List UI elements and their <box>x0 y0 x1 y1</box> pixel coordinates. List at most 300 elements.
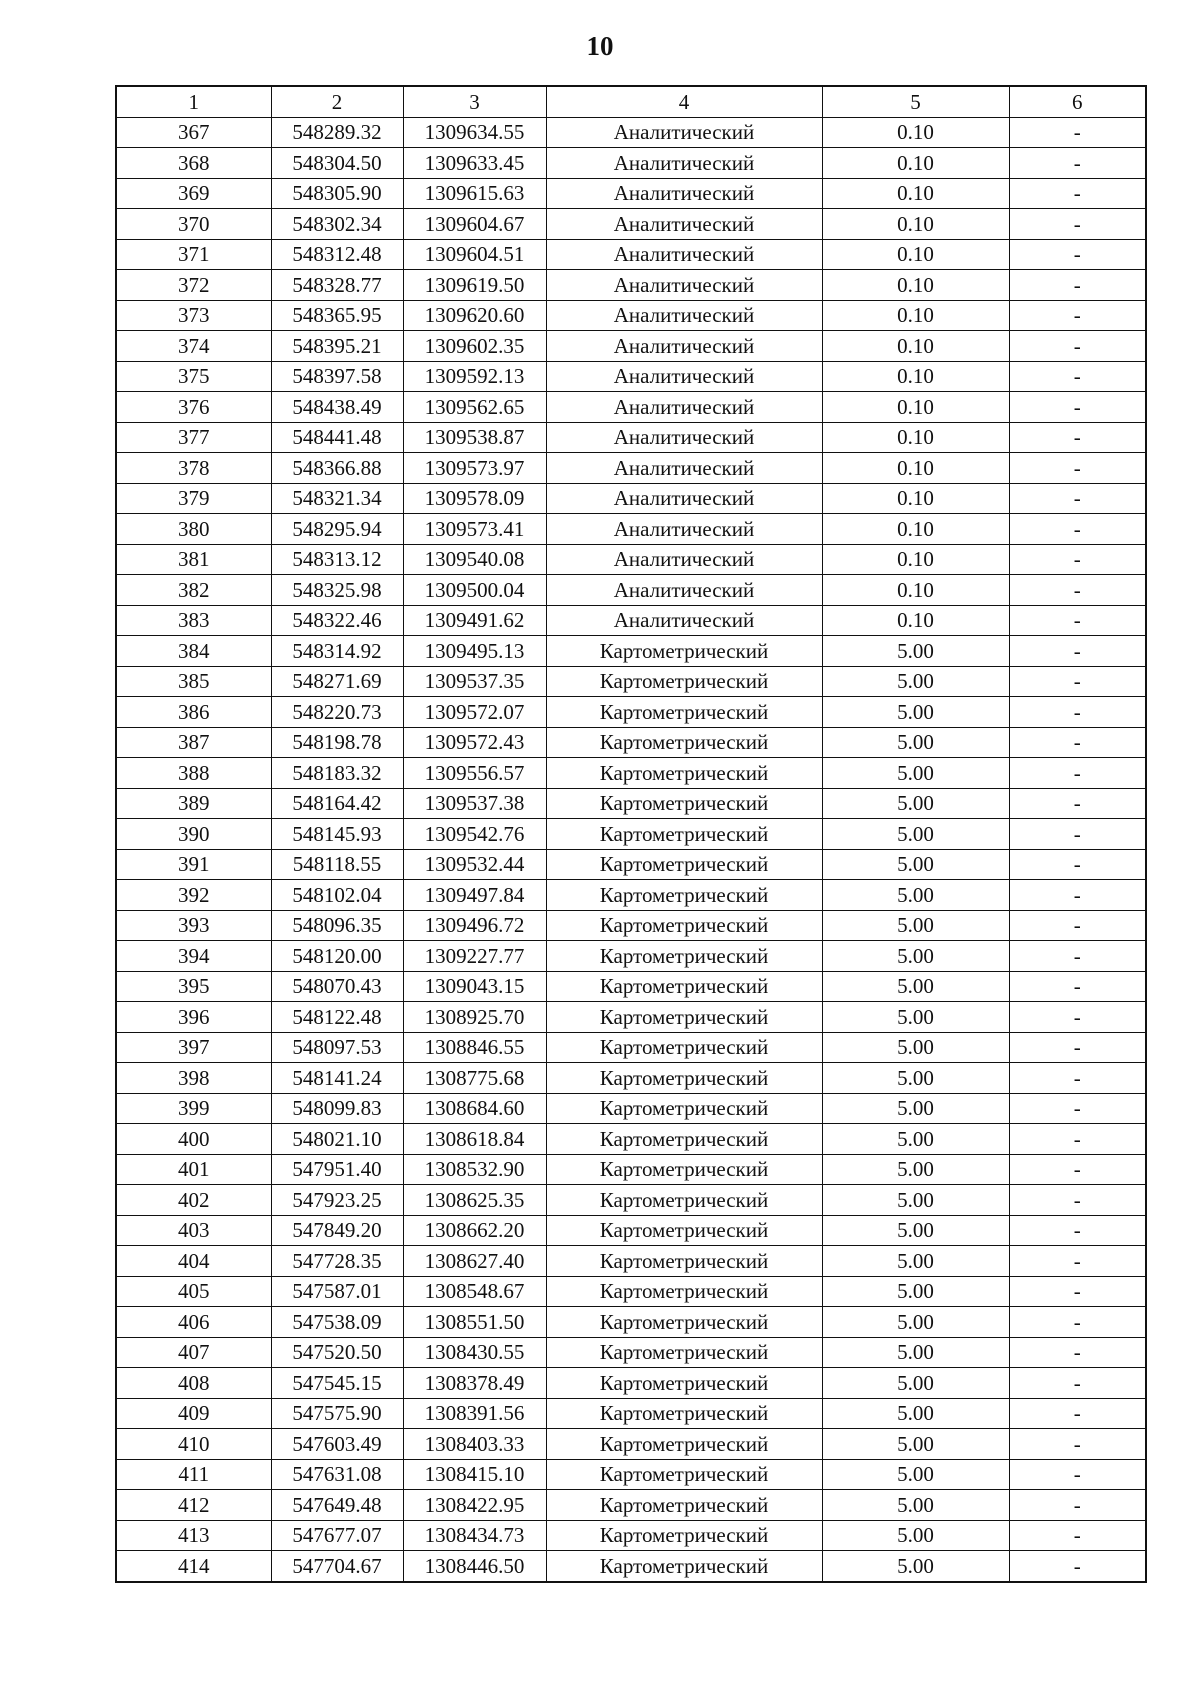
table-cell: 5.00 <box>822 1307 1009 1338</box>
table-cell: Картометрический <box>546 1093 822 1124</box>
table-cell: 548183.32 <box>271 758 403 789</box>
table-cell: 547631.08 <box>271 1459 403 1490</box>
table-cell: Картометрический <box>546 910 822 941</box>
table-cell: 5.00 <box>822 1032 1009 1063</box>
table-cell: Аналитический <box>546 422 822 453</box>
table-row <box>116 1032 1146 1063</box>
table-cell: Картометрический <box>546 1520 822 1551</box>
table-cell: 408 <box>116 1368 271 1399</box>
table-cell: 548070.43 <box>271 971 403 1002</box>
table-cell: 547538.09 <box>271 1307 403 1338</box>
table-cell: Картометрический <box>546 1337 822 1368</box>
table-cell: 1309227.77 <box>403 941 546 972</box>
table-row <box>116 971 1146 1002</box>
table-row <box>116 697 1146 728</box>
table-cell: - <box>1009 1276 1146 1307</box>
table-cell: Картометрический <box>546 1215 822 1246</box>
table-body <box>116 86 1146 1582</box>
table-cell: - <box>1009 758 1146 789</box>
table-cell: 410 <box>116 1429 271 1460</box>
table-cell: Картометрический <box>546 1307 822 1338</box>
table-cell: 5.00 <box>822 1429 1009 1460</box>
table-cell: Аналитический <box>546 361 822 392</box>
table-cell: Аналитический <box>546 544 822 575</box>
header-cell: 3 <box>403 86 546 117</box>
table-cell: 1309500.04 <box>403 575 546 606</box>
table-cell: 548120.00 <box>271 941 403 972</box>
table-cell: 1308662.20 <box>403 1215 546 1246</box>
table-cell: 5.00 <box>822 1276 1009 1307</box>
table-cell: 548325.98 <box>271 575 403 606</box>
table-cell: 548313.12 <box>271 544 403 575</box>
table-cell: 377 <box>116 422 271 453</box>
table-cell: 406 <box>116 1307 271 1338</box>
table-cell: Картометрический <box>546 1398 822 1429</box>
table-cell: Аналитический <box>546 392 822 423</box>
table-cell: 1308403.33 <box>403 1429 546 1460</box>
table-row <box>116 605 1146 636</box>
table-cell: 1309538.87 <box>403 422 546 453</box>
table-cell: Аналитический <box>546 453 822 484</box>
table-cell: 374 <box>116 331 271 362</box>
table-cell: Картометрический <box>546 1490 822 1521</box>
table-row <box>116 1490 1146 1521</box>
table-row <box>116 788 1146 819</box>
table-cell: 5.00 <box>822 1124 1009 1155</box>
table-cell: 5.00 <box>822 1002 1009 1033</box>
table-row <box>116 514 1146 545</box>
table-cell: 1309602.35 <box>403 331 546 362</box>
table-cell: 1308775.68 <box>403 1063 546 1094</box>
table-cell: 393 <box>116 910 271 941</box>
table-cell: Картометрический <box>546 971 822 1002</box>
table-row <box>116 270 1146 301</box>
coordinates-table <box>115 85 1147 1583</box>
table-cell: - <box>1009 270 1146 301</box>
table-row <box>116 1307 1146 1338</box>
table-cell: 1308684.60 <box>403 1093 546 1124</box>
table-cell: 0.10 <box>822 392 1009 423</box>
table-cell: 548295.94 <box>271 514 403 545</box>
table-cell: - <box>1009 605 1146 636</box>
table-row <box>116 544 1146 575</box>
table-cell: 1309491.62 <box>403 605 546 636</box>
table-cell: Аналитический <box>546 117 822 148</box>
table-cell: - <box>1009 331 1146 362</box>
table-cell: 0.10 <box>822 575 1009 606</box>
table-cell: - <box>1009 819 1146 850</box>
table-cell: Картометрический <box>546 880 822 911</box>
table-cell: Аналитический <box>546 331 822 362</box>
table-cell: 1308415.10 <box>403 1459 546 1490</box>
table-cell: - <box>1009 727 1146 758</box>
table-cell: 1309619.50 <box>403 270 546 301</box>
table-cell: 1309604.67 <box>403 209 546 240</box>
table-cell: 384 <box>116 636 271 667</box>
table-row <box>116 727 1146 758</box>
table-cell: 414 <box>116 1551 271 1582</box>
table-row <box>116 1276 1146 1307</box>
table-header-row <box>116 86 1146 117</box>
table-cell: - <box>1009 1490 1146 1521</box>
table-cell: 547575.90 <box>271 1398 403 1429</box>
table-cell: 548397.58 <box>271 361 403 392</box>
table-cell: 5.00 <box>822 1215 1009 1246</box>
table-cell: - <box>1009 697 1146 728</box>
table-row <box>116 880 1146 911</box>
table-cell: - <box>1009 1398 1146 1429</box>
table-cell: 1308430.55 <box>403 1337 546 1368</box>
table-cell: 0.10 <box>822 300 1009 331</box>
table-cell: Аналитический <box>546 178 822 209</box>
table-cell: 369 <box>116 178 271 209</box>
table-cell: 548198.78 <box>271 727 403 758</box>
table-cell: 0.10 <box>822 514 1009 545</box>
table-cell: 382 <box>116 575 271 606</box>
table-row <box>116 1093 1146 1124</box>
table-cell: 412 <box>116 1490 271 1521</box>
table-cell: 407 <box>116 1337 271 1368</box>
table-cell: Картометрический <box>546 758 822 789</box>
table-cell: 1309615.63 <box>403 178 546 209</box>
table-cell: 413 <box>116 1520 271 1551</box>
table-cell: - <box>1009 1307 1146 1338</box>
table-cell: - <box>1009 178 1146 209</box>
table-cell: 379 <box>116 483 271 514</box>
table-cell: 548021.10 <box>271 1124 403 1155</box>
table-cell: 1309592.13 <box>403 361 546 392</box>
table-row <box>116 666 1146 697</box>
table-row <box>116 636 1146 667</box>
table-cell: 5.00 <box>822 1459 1009 1490</box>
table-cell: 1309572.43 <box>403 727 546 758</box>
table-row <box>116 1429 1146 1460</box>
table-cell: 1309540.08 <box>403 544 546 575</box>
table-cell: Картометрический <box>546 1032 822 1063</box>
table-cell: 5.00 <box>822 910 1009 941</box>
table-cell: 547520.50 <box>271 1337 403 1368</box>
table-cell: - <box>1009 514 1146 545</box>
table-row <box>116 1154 1146 1185</box>
table-cell: 0.10 <box>822 331 1009 362</box>
table-cell: 548122.48 <box>271 1002 403 1033</box>
table-row <box>116 849 1146 880</box>
table-row <box>116 178 1146 209</box>
table-cell: 5.00 <box>822 880 1009 911</box>
table-cell: 1309573.41 <box>403 514 546 545</box>
table-cell: 548366.88 <box>271 453 403 484</box>
table-cell: - <box>1009 392 1146 423</box>
table-cell: 389 <box>116 788 271 819</box>
table-cell: 1309537.38 <box>403 788 546 819</box>
table-cell: 386 <box>116 697 271 728</box>
table-row <box>116 1337 1146 1368</box>
table-cell: 5.00 <box>822 1246 1009 1277</box>
table-cell: 548145.93 <box>271 819 403 850</box>
table-cell: 1309497.84 <box>403 880 546 911</box>
table-cell: Картометрический <box>546 1002 822 1033</box>
table-cell: 548395.21 <box>271 331 403 362</box>
table-cell: - <box>1009 1002 1146 1033</box>
table-cell: - <box>1009 941 1146 972</box>
table-cell: 5.00 <box>822 1337 1009 1368</box>
table-cell: 398 <box>116 1063 271 1094</box>
table-cell: 0.10 <box>822 361 1009 392</box>
table-cell: 5.00 <box>822 758 1009 789</box>
table-cell: 548322.46 <box>271 605 403 636</box>
table-row <box>116 941 1146 972</box>
table-cell: Картометрический <box>546 636 822 667</box>
table-cell: 548305.90 <box>271 178 403 209</box>
table-cell: 400 <box>116 1124 271 1155</box>
table-cell: 5.00 <box>822 1398 1009 1429</box>
table-cell: 548220.73 <box>271 697 403 728</box>
table-cell: 547849.20 <box>271 1215 403 1246</box>
table-cell: 1309495.13 <box>403 636 546 667</box>
table-cell: 404 <box>116 1246 271 1277</box>
table-cell: Аналитический <box>546 300 822 331</box>
table-cell: - <box>1009 453 1146 484</box>
table-row <box>116 331 1146 362</box>
table-row <box>116 1002 1146 1033</box>
table-cell: 5.00 <box>822 1154 1009 1185</box>
table-cell: 1309633.45 <box>403 148 546 179</box>
header-cell: 5 <box>822 86 1009 117</box>
table-cell: 0.10 <box>822 117 1009 148</box>
table-cell: 1309572.07 <box>403 697 546 728</box>
table-cell: Картометрический <box>546 788 822 819</box>
table-cell: 1308434.73 <box>403 1520 546 1551</box>
table-cell: Аналитический <box>546 483 822 514</box>
table-row <box>116 1246 1146 1277</box>
table-cell: 548099.83 <box>271 1093 403 1124</box>
table-cell: 5.00 <box>822 727 1009 758</box>
table-cell: - <box>1009 1154 1146 1185</box>
table-row <box>116 575 1146 606</box>
header-cell: 2 <box>271 86 403 117</box>
table-cell: - <box>1009 880 1146 911</box>
table-cell: 547545.15 <box>271 1368 403 1399</box>
table-cell: 372 <box>116 270 271 301</box>
table-cell: 402 <box>116 1185 271 1216</box>
table-cell: 547951.40 <box>271 1154 403 1185</box>
table-cell: Картометрический <box>546 849 822 880</box>
table-row <box>116 819 1146 850</box>
table-cell: 1308532.90 <box>403 1154 546 1185</box>
table-cell: 383 <box>116 605 271 636</box>
table-cell: 367 <box>116 117 271 148</box>
table-cell: 387 <box>116 727 271 758</box>
table-row <box>116 239 1146 270</box>
table-row <box>116 361 1146 392</box>
table-cell: - <box>1009 1459 1146 1490</box>
table-cell: 378 <box>116 453 271 484</box>
table-row <box>116 1124 1146 1155</box>
table-cell: 1309578.09 <box>403 483 546 514</box>
table-cell: Картометрический <box>546 1368 822 1399</box>
table-cell: - <box>1009 1246 1146 1277</box>
table-cell: 1308925.70 <box>403 1002 546 1033</box>
table-cell: - <box>1009 910 1146 941</box>
table-cell: 548441.48 <box>271 422 403 453</box>
table-cell: - <box>1009 1337 1146 1368</box>
table-cell: 5.00 <box>822 666 1009 697</box>
table-cell: 548118.55 <box>271 849 403 880</box>
table-cell: 5.00 <box>822 1063 1009 1094</box>
table-cell: 5.00 <box>822 941 1009 972</box>
table-cell: 0.10 <box>822 178 1009 209</box>
table-cell: Картометрический <box>546 1154 822 1185</box>
table-row <box>116 1398 1146 1429</box>
table-cell: 1308422.95 <box>403 1490 546 1521</box>
table-cell: 375 <box>116 361 271 392</box>
table-cell: 5.00 <box>822 819 1009 850</box>
table-cell: Картометрический <box>546 1551 822 1582</box>
table-cell: 5.00 <box>822 1093 1009 1124</box>
table-cell: 0.10 <box>822 148 1009 179</box>
table-cell: - <box>1009 1551 1146 1582</box>
table-cell: 405 <box>116 1276 271 1307</box>
table-cell: Картометрический <box>546 1063 822 1094</box>
table-cell: 1308846.55 <box>403 1032 546 1063</box>
table-cell: 547728.35 <box>271 1246 403 1277</box>
table-cell: - <box>1009 300 1146 331</box>
table-cell: 388 <box>116 758 271 789</box>
table-cell: 370 <box>116 209 271 240</box>
table-cell: 411 <box>116 1459 271 1490</box>
header-cell: 1 <box>116 86 271 117</box>
table-cell: 395 <box>116 971 271 1002</box>
table-row <box>116 148 1146 179</box>
table-row <box>116 422 1146 453</box>
table-cell: - <box>1009 575 1146 606</box>
table-cell: - <box>1009 1520 1146 1551</box>
table-row <box>116 1185 1146 1216</box>
table-cell: Аналитический <box>546 239 822 270</box>
table-row <box>116 1368 1146 1399</box>
table-cell: - <box>1009 483 1146 514</box>
table-cell: Картометрический <box>546 1185 822 1216</box>
table-cell: 0.10 <box>822 453 1009 484</box>
table-cell: Картометрический <box>546 727 822 758</box>
table-cell: 548271.69 <box>271 666 403 697</box>
table-cell: 5.00 <box>822 971 1009 1002</box>
table-row <box>116 209 1146 240</box>
table-cell: 548328.77 <box>271 270 403 301</box>
table-cell: 0.10 <box>822 422 1009 453</box>
table-cell: Картометрический <box>546 819 822 850</box>
header-cell: 6 <box>1009 86 1146 117</box>
table-cell: Картометрический <box>546 941 822 972</box>
table-cell: 0.10 <box>822 209 1009 240</box>
table-cell: - <box>1009 422 1146 453</box>
table-cell: Картометрический <box>546 1124 822 1155</box>
table-cell: 548164.42 <box>271 788 403 819</box>
table-cell: 391 <box>116 849 271 880</box>
table-cell: 0.10 <box>822 239 1009 270</box>
table-row <box>116 483 1146 514</box>
table-row <box>116 1459 1146 1490</box>
table-cell: 5.00 <box>822 1520 1009 1551</box>
table-row <box>116 1215 1146 1246</box>
table-cell: 381 <box>116 544 271 575</box>
table-cell: Картометрический <box>546 1429 822 1460</box>
table-cell: Аналитический <box>546 575 822 606</box>
table-cell: 548097.53 <box>271 1032 403 1063</box>
table-cell: 401 <box>116 1154 271 1185</box>
table-row <box>116 910 1146 941</box>
table-cell: 1309043.15 <box>403 971 546 1002</box>
table-cell: 548365.95 <box>271 300 403 331</box>
table-cell: 548438.49 <box>271 392 403 423</box>
table-cell: 380 <box>116 514 271 545</box>
table-cell: - <box>1009 971 1146 1002</box>
table-cell: 1309573.97 <box>403 453 546 484</box>
table-cell: - <box>1009 636 1146 667</box>
table-cell: Картометрический <box>546 1246 822 1277</box>
table-cell: - <box>1009 239 1146 270</box>
table-cell: 548141.24 <box>271 1063 403 1094</box>
table-cell: 547704.67 <box>271 1551 403 1582</box>
table-cell: - <box>1009 1063 1146 1094</box>
table-cell: 1308548.67 <box>403 1276 546 1307</box>
table-cell: 547603.49 <box>271 1429 403 1460</box>
table-cell: - <box>1009 544 1146 575</box>
table-cell: - <box>1009 1368 1146 1399</box>
table-cell: 1308378.49 <box>403 1368 546 1399</box>
table-cell: 5.00 <box>822 849 1009 880</box>
table-cell: - <box>1009 788 1146 819</box>
table-cell: 385 <box>116 666 271 697</box>
table-cell: 1309542.76 <box>403 819 546 850</box>
table-cell: Аналитический <box>546 514 822 545</box>
table-cell: - <box>1009 666 1146 697</box>
table-cell: 0.10 <box>822 270 1009 301</box>
table-cell: - <box>1009 209 1146 240</box>
table-cell: 5.00 <box>822 1490 1009 1521</box>
table-cell: 548102.04 <box>271 880 403 911</box>
table-cell: Картометрический <box>546 1276 822 1307</box>
table-cell: Аналитический <box>546 148 822 179</box>
table-cell: - <box>1009 1215 1146 1246</box>
table-row <box>116 392 1146 423</box>
table-cell: 1308391.56 <box>403 1398 546 1429</box>
table-cell: 5.00 <box>822 1368 1009 1399</box>
table-cell: 376 <box>116 392 271 423</box>
table-cell: 0.10 <box>822 605 1009 636</box>
table-cell: 0.10 <box>822 544 1009 575</box>
table-cell: 371 <box>116 239 271 270</box>
table-cell: - <box>1009 1429 1146 1460</box>
table-cell: 390 <box>116 819 271 850</box>
table-cell: 397 <box>116 1032 271 1063</box>
table-cell: 368 <box>116 148 271 179</box>
header-cell: 4 <box>546 86 822 117</box>
table-cell: 548304.50 <box>271 148 403 179</box>
table-cell: Аналитический <box>546 270 822 301</box>
page-number: 10 <box>586 31 614 61</box>
table-cell: 396 <box>116 1002 271 1033</box>
table-cell: 1309562.65 <box>403 392 546 423</box>
table-row <box>116 1551 1146 1582</box>
table-cell: 409 <box>116 1398 271 1429</box>
table-cell: 548321.34 <box>271 483 403 514</box>
table-row <box>116 300 1146 331</box>
table-cell: 373 <box>116 300 271 331</box>
table-cell: 547923.25 <box>271 1185 403 1216</box>
table-cell: - <box>1009 1124 1146 1155</box>
table-cell: 1308551.50 <box>403 1307 546 1338</box>
